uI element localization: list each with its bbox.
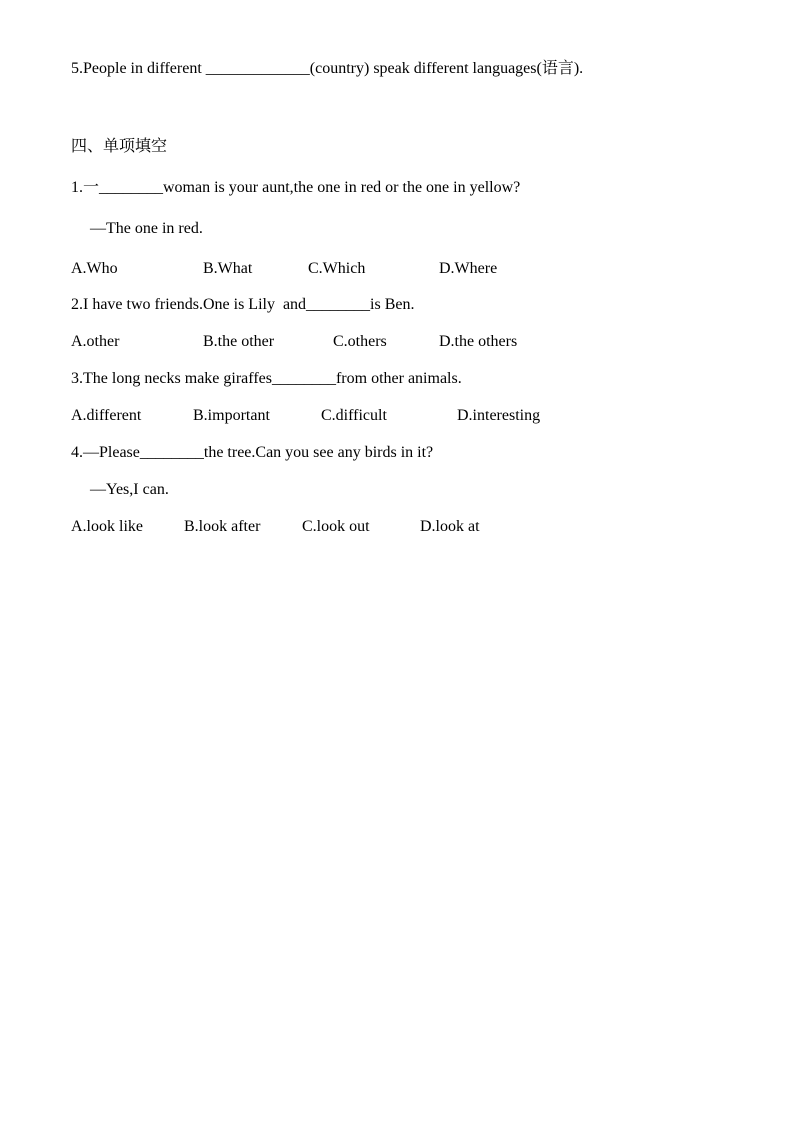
option-a: A.other xyxy=(71,333,120,350)
question-stem: 2.I have two friends.One is Lily and________is Ben. xyxy=(71,296,415,313)
option-c: C.Which xyxy=(308,260,366,277)
dialogue-reply: —Yes,I can. xyxy=(90,481,169,498)
option-c: C.difficult xyxy=(321,407,387,424)
option-b: B.the other xyxy=(203,333,275,350)
option-b: B.look after xyxy=(184,518,261,535)
question-stem: 4.—Please________the tree.Can you see any birds in it? xyxy=(71,444,434,461)
option-a: A.look like xyxy=(71,518,143,535)
option-c: C.look out xyxy=(302,518,370,535)
option-d: D.the others xyxy=(439,333,518,350)
question-stem: 3.The long necks make giraffes________from other animals. xyxy=(71,370,462,387)
option-d: D.look at xyxy=(420,518,480,535)
option-d: D.interesting xyxy=(457,407,541,424)
dialogue-reply: —The one in red. xyxy=(90,220,203,237)
option-b: B.What xyxy=(203,260,253,277)
option-b: B.important xyxy=(193,407,270,424)
option-d: D.Where xyxy=(439,260,498,277)
section-title: 四、单项填空 xyxy=(71,138,168,155)
option-a: A.different xyxy=(71,407,142,424)
option-a: A.Who xyxy=(71,260,118,277)
option-c: C.others xyxy=(333,333,387,350)
fill-in-question-5: 5.People in different _____________(country) speak different languages(语言). xyxy=(71,60,584,77)
question-stem: 1.一________woman is your aunt,the one in red or the one in yellow? xyxy=(71,179,521,196)
